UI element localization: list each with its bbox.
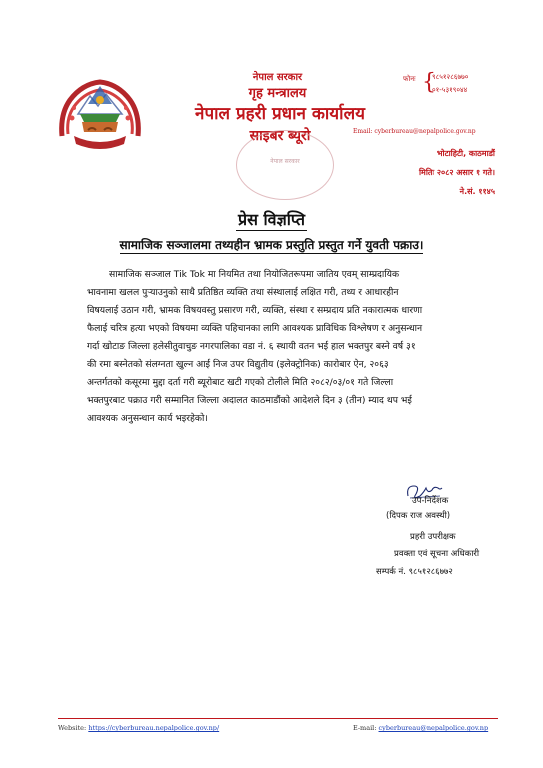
signatory-name: (दिपक राज अवस्थी) — [386, 511, 451, 521]
government-label: नेपाल सरकार — [252, 72, 303, 83]
body-text — [87, 266, 475, 428]
seal-text: नेपाल सरकार — [270, 158, 300, 165]
signatory-role: प्रवक्ता एवं सूचना अधिकारी — [394, 549, 480, 559]
footer-website — [58, 724, 219, 732]
signatory-contact: सम्पर्क नं. ९८५१२८६७७२ — [376, 567, 453, 577]
email-label: E-mail: — [353, 724, 377, 732]
body-line: गर्दा खोटाङ जिल्ला हलेसीतुवाचुङ नगरपालिका वडा नं. ६ स्थायी वतन भई हाल भक्तपुर बस्ने वर्ष ३१ — [87, 341, 416, 352]
email-link[interactable]: cyberbureau@nepalpolice.gov.np — [378, 724, 489, 732]
footer-divider — [58, 718, 498, 719]
office-address: भोटाहिटी, काठमाडौं — [436, 149, 495, 158]
office-name: नेपाल प्रहरी प्रधान कार्यालय — [195, 104, 365, 124]
reference-number: ने.सं. ११४५ — [459, 187, 495, 196]
phone-number-1: ९८५१२८६७७० — [432, 73, 469, 81]
ministry-label: गृह मन्त्रालय — [248, 86, 307, 101]
body-line: फैलाई चरित्र हत्या भएको विषयमा व्यक्ति पहिचानका लागि आवश्यक प्राविधिक विश्लेषण र अनुसन्धान — [87, 323, 423, 334]
bureau-name: साइबर ब्यूरो — [249, 128, 311, 144]
body-line: आवश्यक अनुसन्धान कार्य भइरहेको। — [87, 413, 208, 424]
body-line: भावनामा खलल पुऱ्याउनुको साथै प्रतिष्ठित व्यक्ति तथा संस्थालाई लक्षित गरी, तथ्य र आधारहीन — [87, 287, 399, 298]
page-title — [0, 208, 543, 230]
signatory-rank: प्रहरी उपरीक्षक — [410, 532, 456, 542]
footer-email — [353, 724, 488, 732]
body-line: सामाजिक सञ्जाल Tik Tok मा नियमित तथा नियोजितरूपमा जातिय एवम् साम्प्रदायिक — [109, 269, 400, 280]
office-seal — [236, 130, 334, 200]
phone-brace: { — [422, 70, 436, 95]
signatory-title: उप-निर्देशक — [412, 496, 449, 506]
issue-date: मितिः २०८२ असार १ गते। — [418, 168, 495, 177]
page-title-text: प्रेस विज्ञप्ति — [238, 210, 305, 229]
phone-label: फोनः — [403, 75, 416, 83]
subject-text: सामाजिक सञ्जालमा तथ्यहीन भ्रामक प्रस्तुति प्रस्तुत गर्ने युवती पक्राउ। — [119, 238, 424, 252]
phone-number-2: ०१-५३१९०४४ — [432, 86, 468, 94]
body-line: की रमा बस्नेतको संलग्नता खुल्न आई निज उपर विद्युतीय (इलेक्ट्रोनिक) कारोबार ऐन, २०६३ — [87, 359, 389, 370]
header-email: Email: cyberbureau@nepalpolice.gov.np — [353, 128, 476, 135]
body-line: विषयलाई उठान गरी, भ्रामक विषयवस्तु प्रसारण गरी, व्यक्ति, संस्था र सम्प्रदाय प्रति नकारात्मक धारणा — [87, 305, 423, 316]
body-line: अन्तर्गतको कसूरमा मुद्दा दर्ता गरी ब्यूरोबाट खटी गएको टोलीले मिति २०८२/०३/०१ गते जिल्ला — [87, 377, 394, 388]
website-label: Website: — [58, 724, 87, 732]
subject-heading — [0, 236, 543, 253]
website-link[interactable]: https://cyberbureau.nepalpolice.gov.np/ — [88, 724, 220, 732]
body-line: भक्तपुरबाट पक्राउ गरी सम्मानित जिल्ला अदालत काठमाडौंको आदेशले दिन ३ (तीन) म्याद थप भई — [87, 395, 412, 406]
